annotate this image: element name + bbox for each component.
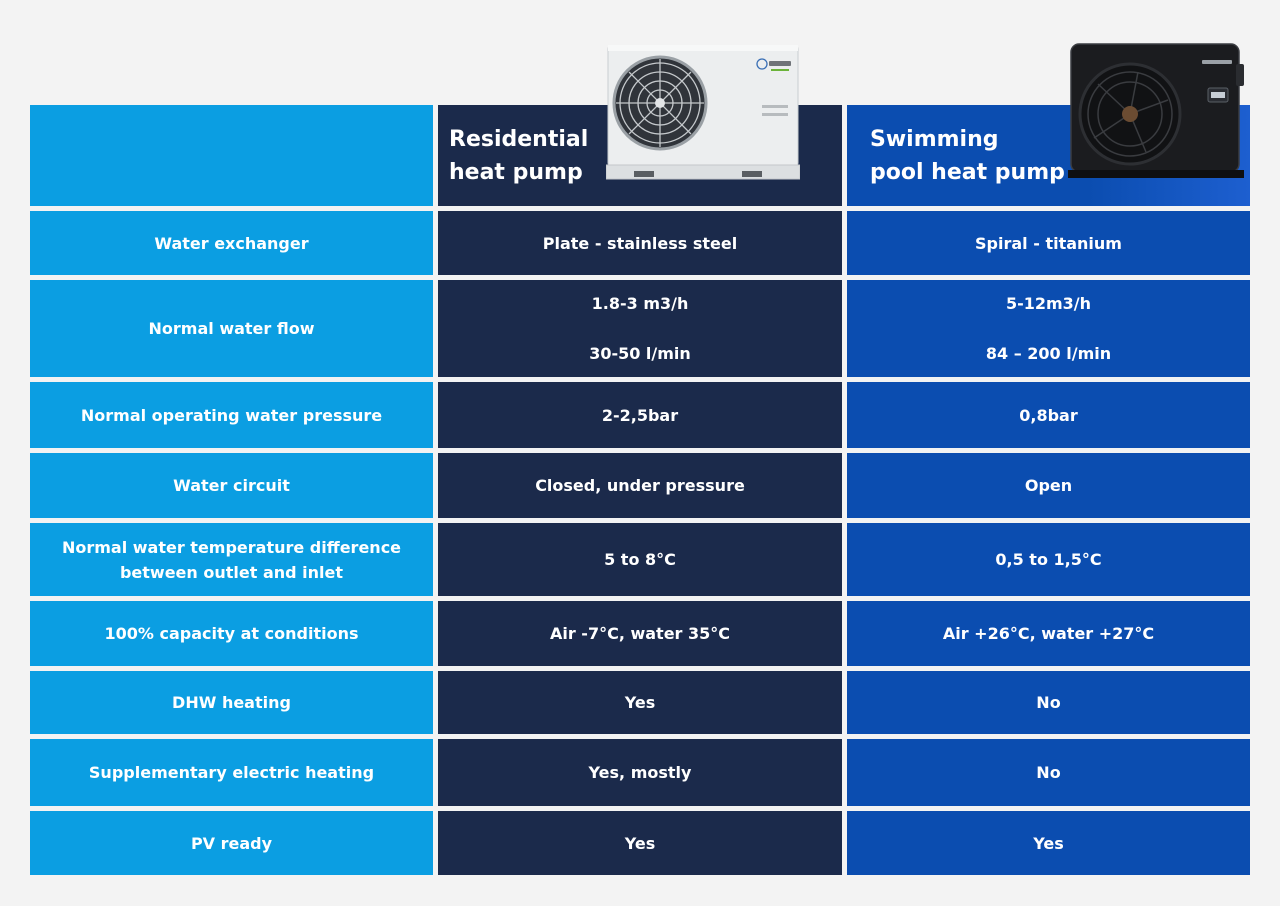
row-label: Water circuit xyxy=(30,453,433,518)
pool-value: Open xyxy=(847,453,1250,518)
table-row xyxy=(30,453,1250,518)
residential-value: Yes, mostly xyxy=(438,739,842,806)
residential-heat-pump-image xyxy=(606,45,800,180)
row-label: Supplementary electric heating xyxy=(30,739,433,806)
pool-value: No xyxy=(847,739,1250,806)
header-pool-line2: pool heat pump xyxy=(870,159,1065,185)
table-row xyxy=(30,280,1250,377)
table-row xyxy=(30,671,1250,734)
residential-value: Plate - stainless steel xyxy=(438,211,842,275)
pool-value-line2: 84 – 200 l/min xyxy=(985,344,1112,363)
table-row xyxy=(30,739,1250,806)
residential-value: 2-2,5bar xyxy=(438,382,842,448)
residential-value: Yes xyxy=(438,671,842,734)
residential-value xyxy=(438,280,842,377)
pool-value: No xyxy=(847,671,1250,734)
pool-value: Air +26°C, water +27°C xyxy=(847,601,1250,666)
row-label xyxy=(30,523,433,596)
row-label: Normal operating water pressure xyxy=(30,382,433,448)
row-label-line2: between outlet and inlet xyxy=(119,562,344,582)
residential-value: Air -7°C, water 35°C xyxy=(438,601,842,666)
header-residential-line1: Residential xyxy=(449,126,589,152)
row-label-line1: Normal water temperature difference xyxy=(61,537,402,557)
row-label: Normal water flow xyxy=(30,280,433,377)
header-empty-cell xyxy=(30,105,433,206)
row-label: 100% capacity at conditions xyxy=(30,601,433,666)
table-row xyxy=(30,382,1250,448)
table-row xyxy=(30,601,1250,666)
residential-value: Closed, under pressure xyxy=(438,453,842,518)
table-row xyxy=(30,811,1250,875)
residential-value-line1: 1.8-3 m3/h xyxy=(591,294,689,313)
pool-value: 0,5 to 1,5°C xyxy=(847,523,1250,596)
header-pool-line1: Swimming xyxy=(870,126,999,152)
residential-value-line2: 30-50 l/min xyxy=(589,344,691,363)
row-label: PV ready xyxy=(30,811,433,875)
pool-value: Yes xyxy=(847,811,1250,875)
table-row xyxy=(30,523,1250,596)
pool-value: 0,8bar xyxy=(847,382,1250,448)
header-residential-line2: heat pump xyxy=(449,159,583,185)
pool-heat-pump-image xyxy=(1068,42,1244,178)
residential-value: 5 to 8°C xyxy=(438,523,842,596)
table-row xyxy=(30,211,1250,275)
row-label: Water exchanger xyxy=(30,211,433,275)
pool-value: Spiral - titanium xyxy=(847,211,1250,275)
residential-value: Yes xyxy=(438,811,842,875)
pool-value-line1: 5-12m3/h xyxy=(1005,294,1092,313)
row-label: DHW heating xyxy=(30,671,433,734)
pool-value xyxy=(847,280,1250,377)
